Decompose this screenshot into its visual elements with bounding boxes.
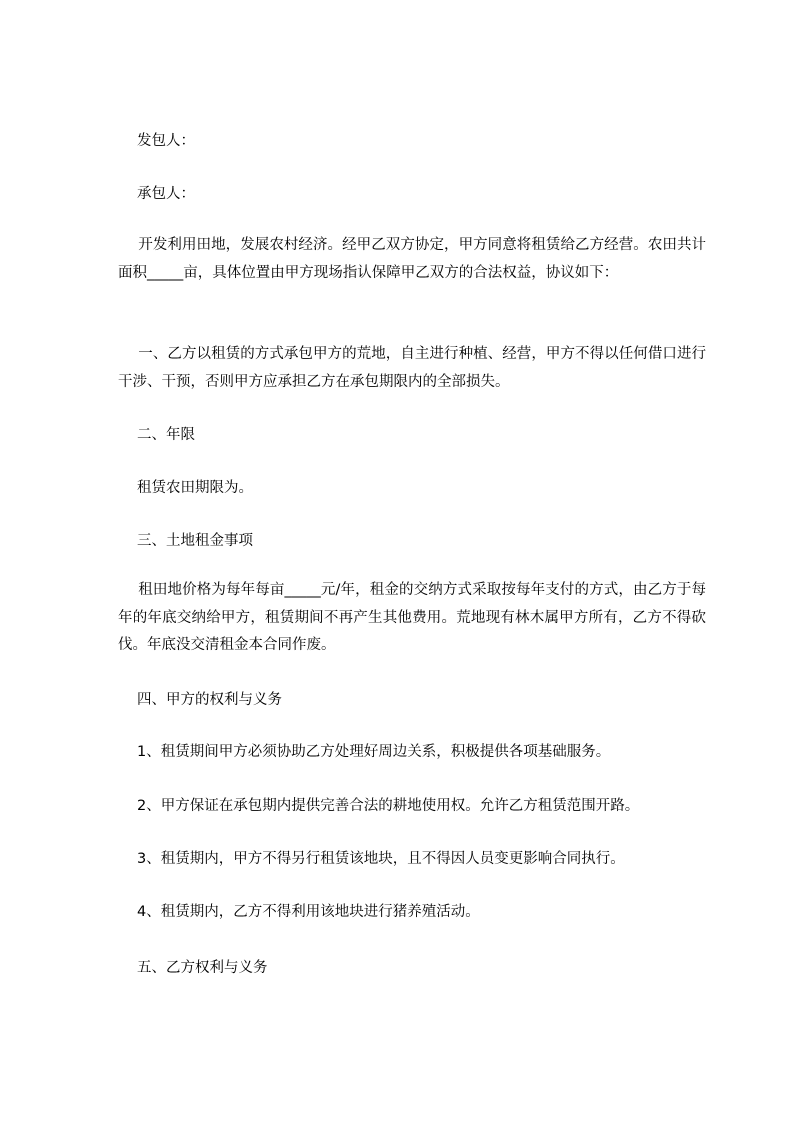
section-3-body: 租田地价格为每年每亩_____元/年，租金的交纳方式采取按每年支付的方式，由乙方于每年的年底交纳给甲方，租赁期间不再产生其他费用。荒地现有林木属甲方所有，乙方不得砍伐。年底没交清租金本合同作废。 [118,582,706,653]
section-2-body: 租赁农田期限为。 [137,480,253,496]
section-4-item: 1、租赁期间甲方必须协助乙方处理好周边关系，积极提供各项基础服务。 [137,744,611,760]
chengbaoren-label: 承包人： [137,186,195,202]
section-4-item: 4、租赁期内，乙方不得利用该地块进行猪养殖活动。 [137,904,480,920]
section-5-title: 五、乙方权利与义务 [137,960,268,976]
section-4-item: 2、甲方保证在承包期内提供完善合法的耕地使用权。允许乙方租赁范围开路。 [137,798,640,814]
section-4-title: 四、甲方的权利与义务 [137,692,282,708]
section-3-title: 三、土地租金事项 [137,533,253,549]
clause-1-paragraph: 一、乙方以租赁的方式承包甲方的荒地，自主进行种植、经营，甲方不得以任何借口进行干涉、干预，否则甲方应承担乙方在承包期限内的全部损失。 [118,346,706,390]
intro-paragraph: 开发利用田地，发展农村经济。经甲乙双方协定，甲方同意将租赁给乙方经营。农田共计面积_____亩，具体位置由甲方现场指认保障甲乙双方的合法权益，协议如下： [118,237,706,281]
section-2-title: 二、年限 [137,427,195,443]
fabaoren-label: 发包人： [137,133,195,149]
section-4-item: 3、租赁期内，甲方不得另行租赁该地块，且不得因人员变更影响合同执行。 [137,851,625,867]
